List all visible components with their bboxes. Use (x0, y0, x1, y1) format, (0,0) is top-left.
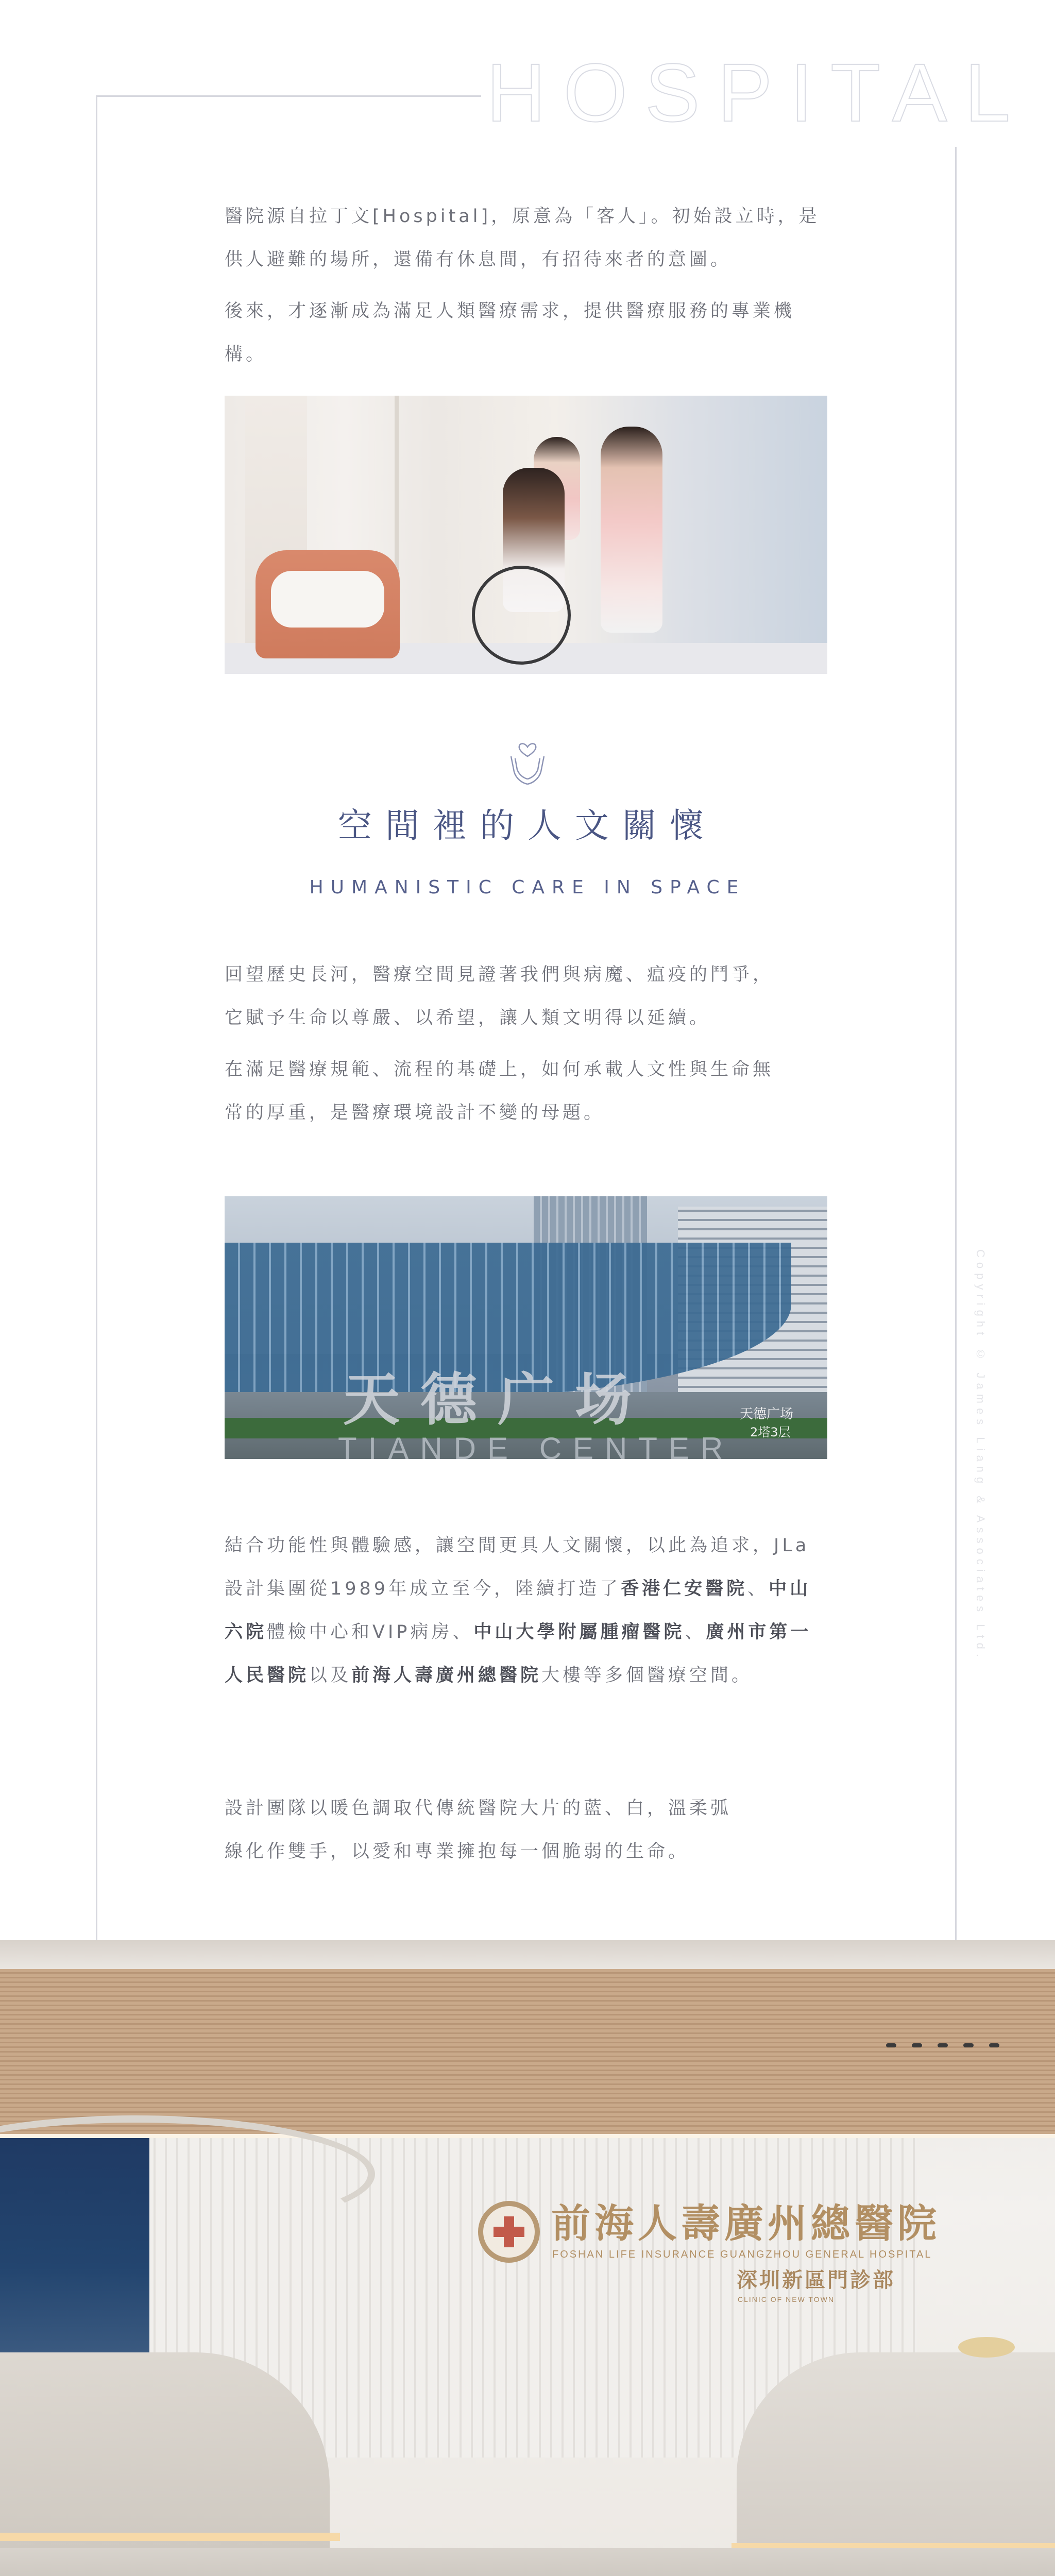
ceiling-spotlight (886, 2043, 896, 2047)
project-name: 中山六院 (225, 1579, 811, 1642)
tiande-center-photo (225, 1196, 827, 1459)
armchair-cushion (271, 571, 384, 628)
works-text: 、 (747, 1579, 769, 1599)
intro-paragraph-1 (225, 195, 827, 281)
section-heading-en: HUMANISTIC CARE IN SPACE (309, 877, 746, 898)
works-text: 以及 (309, 1665, 352, 1686)
lobby-floor (0, 2548, 1055, 2576)
works-text: 結合功能性與體驗感，讓空間更具人文關懷，以此為追求，JLa設計集團從1989年成立至今，陸續打造了 (225, 1535, 810, 1599)
project-name: 中山大學附屬腫瘤醫院 (473, 1622, 685, 1642)
copyright-text: Copyright © James Liang & Associates Ltd. (974, 1249, 987, 1662)
section-line: 在滿足醫療規範、流程的基礎上，如何承載人文性與生命無 (225, 1059, 774, 1080)
nurse-wheelchair-photo (225, 396, 827, 674)
section-line: 回望歷史長河，醫療空間見證著我們與病魔、瘟疫的鬥爭， (225, 964, 774, 985)
clinic-sign-en: CLINIC OF NEW TOWN (738, 2295, 835, 2303)
closing-line: 設計團隊以暖色調取代傳統醫院大片的藍、白，溫柔弧 (225, 1798, 732, 1819)
clinic-sign-cn: 深圳新區門診部 (737, 2268, 895, 2292)
intro-line: 後來，才逐漸成為滿足人類醫療需求，提供醫療服務的專業機構。 (225, 301, 795, 365)
frame-right-line (955, 147, 957, 1940)
hospital-lobby-photo (0, 1940, 1055, 2576)
ceiling-edge (0, 1940, 1055, 1969)
building-small-sign: 天德广场 (740, 1406, 794, 1422)
works-text: 、 (685, 1622, 706, 1642)
section-line: 常的厚重，是醫療環境設計不變的母題。 (225, 1103, 605, 1123)
cross-emblem-icon (478, 2201, 540, 2263)
closing-line: 線化作雙手，以愛和專業擁抱每一個脆弱的生命。 (225, 1841, 690, 1862)
project-name: 廣州市第一人民醫院 (225, 1622, 812, 1686)
hospital-title: HOSPITAL (486, 46, 1028, 139)
frame-top-line (96, 95, 481, 97)
project-name: 香港仁安醫院 (621, 1579, 748, 1599)
frame-left-line (96, 95, 97, 1940)
project-name: 前海人壽廣州總醫院 (351, 1665, 542, 1686)
ceiling-spotlight (963, 2043, 974, 2047)
section-paragraph-2 (225, 1048, 827, 1134)
heart-hands-icon (507, 736, 548, 787)
hospital-logo-en: FOSHAN LIFE INSURANCE GUANGZHOU GENERAL HOSPITAL (552, 2249, 932, 2260)
nurse-figure-front (601, 427, 662, 633)
wood-ceiling (0, 1969, 1055, 2134)
building-sign-en: TIANDE CENTER (338, 1431, 735, 1459)
building-small-sign-floor: 2塔3层 (750, 1425, 791, 1439)
desk-light-strip (0, 2533, 340, 2541)
works-paragraph (225, 1524, 827, 1697)
desk-lamp (958, 2337, 1015, 2358)
wheelchair-wheel (472, 566, 571, 665)
reception-desk-right (737, 2352, 1055, 2558)
works-text: 大樓等多個醫療空間。 (541, 1665, 753, 1686)
section-line: 它賦予生命以尊嚴、以希望，讓人類文明得以延續。 (225, 1008, 711, 1028)
intro-line: 供人避難的場所，還備有休息間，有招待來者的意圖。 (225, 249, 732, 270)
section-paragraph-1 (225, 953, 827, 1040)
ceiling-spotlight (989, 2043, 999, 2047)
building-sign-cn: 天德广场 (343, 1367, 652, 1433)
intro-paragraph-2 (225, 290, 827, 376)
ceiling-spotlight (938, 2043, 948, 2047)
intro-line: 醫院源自拉丁文[Hospital]，原意為「客人」。初始設立時，是 (225, 206, 820, 227)
ceiling-spotlight (912, 2043, 922, 2047)
hospital-logo-cn: 前海人壽廣州總醫院 (551, 2200, 941, 2246)
section-heading-cn: 空間裡的人文關懷 (338, 806, 717, 845)
closing-paragraph (225, 1787, 827, 1873)
works-text: 體檢中心和VIP病房、 (267, 1622, 474, 1642)
